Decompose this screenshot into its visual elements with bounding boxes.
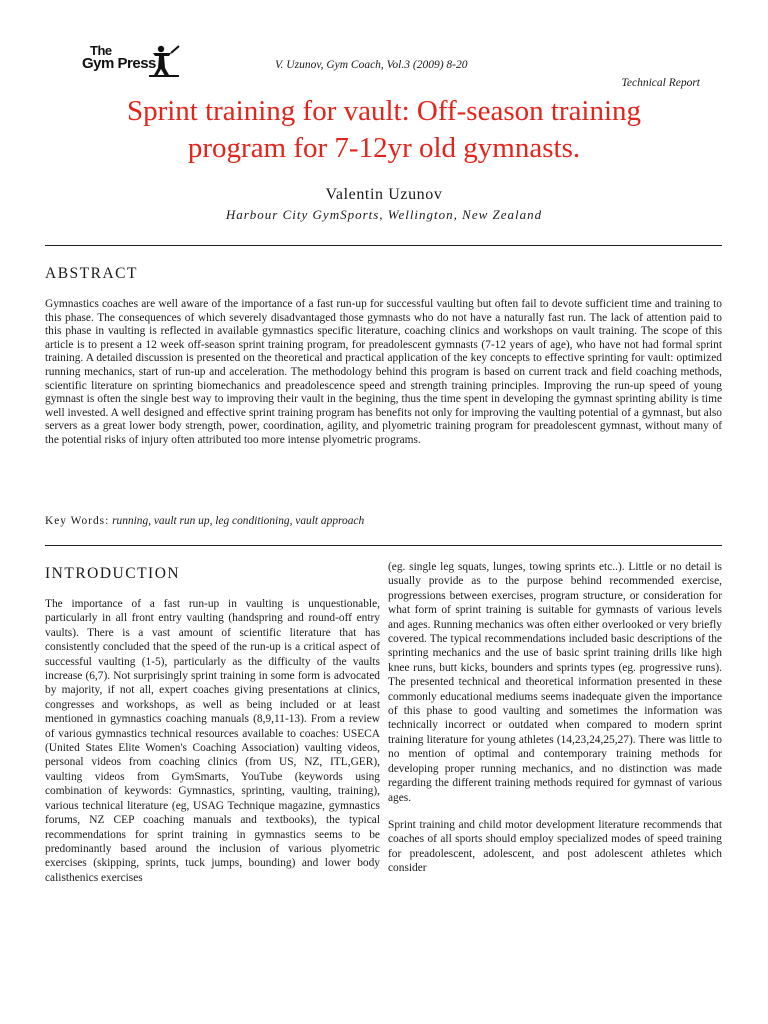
intro-paragraph: (eg. single leg squats, lunges, towing sprints etc..). Little or no detail is usually provide as to the purpose behind recommended exercise, progressions between exercises, program structure, or consideration for what form of sprint training is suitable for gymnasts of various levels and ages. Running mechanics was often either overlooked or very briefly covered. The typical recommendations included basic descriptions of the sprinting mechanics and the use of basic sprint training drills like high knee runs, butt kicks, bounders and sprints types (eg. progressive runs). The presented technical and theoretical information presented in these commonly educational mediums seems inadequate given the importance of this phase to good vaulting and sometimes the information was technically incorrect or outdated when compared to modern sprint training literature for young athletes (14,23,24,25,27). There was little to no mention of optimal and contemporary training methods for developing proper running mechanics, and no distinction was made regarding the different training methods required for gymnast of various ages.: [388, 561, 722, 804]
introduction-column-right: [388, 560, 722, 876]
introduction-heading: INTRODUCTION: [45, 565, 181, 582]
intro-paragraph: Sprint training and child motor development literature recommends that coaches of all sports should employ specialized modes of speed training for preadolescent, adolescent, and post adolescent athletes which consider: [388, 818, 722, 875]
introduction-column-left: [45, 597, 380, 885]
citation: V. Uzunov, Gym Coach, Vol.3 (2009) 8-20: [275, 59, 468, 71]
report-type: Technical Report: [621, 77, 700, 89]
abstract-text: Gymnastics coaches are well aware of the importance of a fast run-up for successful vaulting but often fail to devote sufficient time and training to this phase. The consequences of which severely disadvantaged those gymnasts who do not have a naturally fast run. The lack of attention paid to this phase in vaulting is reflected in available gymnastics specific literature, coaching clinics and workshops on vault training. The scope of this article is to present a 12 week off-season sprint training program, for preadolescent gymnasts (7-12 years of age), who have not had formal sprint training. A detailed discussion is presented on the theoretical and practical application of the key concepts to effective sprinting for vault: optimized running mechanics, start of run-up and acceleration. The methodology behind this program is based on current track and field coaching methods, scientific literature on sprinting biomechanics and preadolescence speed and strength training principles. Improving the run-up speed of young gymnast is often the single best way to improving their vault in the begining, thus the time spent in developing the gymnast sprinting ability is time well invested. A well designed and effective sprint training program has benefits not only for improving the vaulting potential of a gymnast, but also servers as a great lower body strength, power, coordination, agility, and plyometric training program for preadolescent gymnast, without many of the potential risks of injury often attributed too more intense plyometric programs.: [45, 298, 722, 446]
gymnast-silhouette-icon: [147, 44, 181, 78]
author-affiliation: Harbour City GymSports, Wellington, New Zealand: [225, 207, 543, 222]
author-name: Valentin Uzunov: [325, 186, 443, 203]
divider-rule: [45, 245, 722, 246]
keywords-value: running, vault run up, leg conditioning, vault approach: [112, 515, 365, 527]
paper-title: [40, 93, 728, 167]
logo-text-the: The: [90, 43, 112, 58]
title-line-2: program for 7-12yr old gymnasts.: [187, 132, 581, 164]
keywords-label: Key Words:: [45, 515, 110, 527]
intro-paragraph: The importance of a fast run-up in vaulting is unquestionable, particularly in all front entry vaulting (handspring and round-off entry vaults). There is a vast amount of scientific literature that has consistently concluded that the speed of the run-up is a critical aspect of successful vaulting (1-5), particularly as the difficulty of the vaults increase (6,7). Not surprisingly sprint training in some form is advocated by majority, if not all, expert coaches giving presentations at clinics, congresses and workshops, as well as being included or at least mentioned in gymnastics coaching manuals (8,9,11-13). From a review of various gymnastics technical resources available to coaches: USECA (United States Elite Women's Coaching Association) vaulting videos, personal videos from coaching clinics (from US, NZ, ITL,GER), vaulting videos from GymSmarts, YouTube (keywords using combination of keywords: Gymnastics, sprinting, vaulting, training), various technical literature (eg, USAG Technique magazine, gymnastics forums, NZ CEP coaching manuals and textbooks), the typical recommendations for sprint training in gymnastics seems to be predominantly based around the inclusion of various plyometric exercises (skipping, sprints, tuck jumps, bounding) and lower body calisthenics exercises: [45, 598, 380, 884]
logo-text-gym-press: Gym Press: [82, 55, 156, 72]
divider-rule: [45, 545, 722, 546]
keywords: [45, 515, 364, 527]
abstract-heading: ABSTRACT: [45, 265, 138, 282]
title-line-1: Sprint training for vault: Off-season training: [126, 95, 642, 127]
gym-press-logo: [50, 44, 190, 84]
